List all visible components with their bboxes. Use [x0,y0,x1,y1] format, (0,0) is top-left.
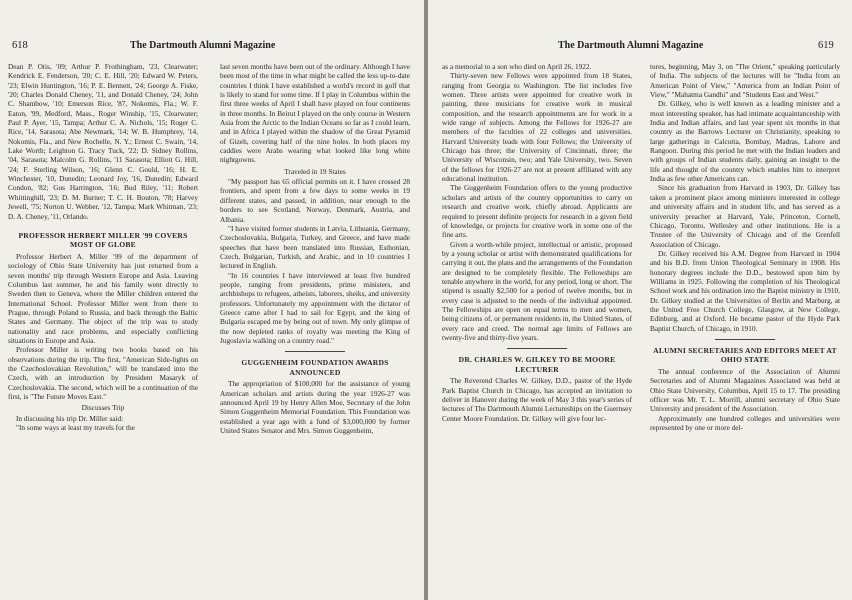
gilkey-lectures-paragraph: tures, beginning, May 3, on "The Orient," speaking particularly of India. The subjects of the lectures will be "India from an American Point of View," "America from an Indian Point of View," "Mahatma Gandhi" and "Students East and West." [650,62,840,100]
right-column-1 [442,62,632,423]
gilkey-india-paragraph: Dr. Gilkey, who is well known as a leading minister and a most interesting speaker, has had intimate acquaintanceship with India and Indian affairs, and last year spent six months in that country as the Barrows Lecturer on Christianity, speaking to large gatherings in Calcutta, Bombay, Madras, Lahore and Rangoon. During this period he met with the Indian leaders and with groups of Indian students daily, gaining an insight to the life and thought of the country which enables him to interpret India as few other Americans can. [650,99,840,184]
gilkey-harvard-paragraph: Since his graduation from Harvard in 1903, Dr. Gilkey has taken a prominent place among ministers interested in college and university affairs and in student life, and has served as a university preacher at Harvard, Yale, Princeton, Cornell, Chicago, Toronto, Wellesley and other institutions. He is a Trustee of the University of Chicago and of the Grenfell Association of Chicago. [650,183,840,249]
discusses-trip-subheading: Discusses Trip [81,403,125,413]
guggenheim-offers-paragraph: The Guggenheim Foundation offers to the young productive scholars and artists of the country opportunities to carry on research and creative work, chiefly abroad. Applicants are required to present definite projects for research in a given field of knowledge, or projects for creative work in some one of the fine arts. [442,183,632,240]
guggenheim-heading: GUGGENHEIM FOUNDATION AWARDS ANNOUNCED [241,358,389,377]
miller-paragraph-1: Professor Herbert A. Miller '99 of the department of sociology of Ohio State University has just returned from a seven months' trip through Western Europe and Asia. Leaving Columbus last summer, he and his family went directly to Sweden then to Geneva, where the Miller children entered the International School. Professor Miller went from there to Prague, through Poland to Russia, and back through the Baltic States and Germany. The object of the trip was to study nationality and race problems, and especially conflicting situations in Europe and Asia. [8,251,198,345]
section-divider [715,339,775,340]
left-page-header: The Dartmouth Alumni Magazine [130,40,276,51]
conference-paragraph: The annual conference of the Association of Alumni Secretaries and of Alumni Magazines Associated was held at Ohio State University, Columbus, April 15 to 17. The presiding officer was Mr. T. L. Morrill, alumni secretary of Ohio State University and president of the Association. [650,366,840,414]
gilkey-paragraph-1: The Reverend Charles W. Gilkey, D.D., pastor of the Hyde Park Baptist Church in Chicago, has accepted an invitation to deliver in Hanover during the week of May 3 this year's series of lectures of The Dartmouth Alumni Lectureships on the Guernsey Center Moore Foundation. Dr. Gilkey will give four lec- [442,376,632,423]
right-page-number: 619 [818,40,834,51]
miller-continued-paragraph: last seven months have been out of the ordinary. Although I have been most of the time in what might be called the less up-to-date countries I think I have established a world's record in golf that is likely to stand for some time. If I play in Columbus within the first three weeks of April I shall have played on four continents in three months. In Beirut I played on the only course in Western Asia from the Arctic to the Indian Oceans so far as I could learn, and in Africa I played within the shadow of the Great Pyramid of Gizeh, covering half of the nine holes. In both places my caddies were Arabs wearing what looked like long white nightgowns. [220,62,410,165]
guggenheim-paragraph-1: The appropriation of $100,000 for the assistance of young American scholars and artists during the year 1926-27 was announced April 19 by Henry Allen Moe, Secretary of the John Simon Guggenheim Memorial Foundation. This Foundation was established a year ago with a fund of $3,000,000 by former United States Senator and Mrs. Simon Guggenheim, [220,379,410,436]
guggenheim-fellows-paragraph: Thirty-seven new Fellows were appointed from 18 States, ranging from Georgia to Washington. The list includes five women. Three artists were appointed for creative work in painting, three musicians for creative work in musical composition, and the research appointments are for work in a wide range of subjects. Among the Fellows for 1926-27 are members of the faculties of 22 colleges and universities. Harvard University leads with four Fellows; the University of Chicago has three; the University of Cincinnati, three; the University of Wisconsin, two; and Yale University, two. Seven of the fellows for 1926-27 are not at present affiliated with any educational institution. [442,71,632,184]
colleges-paragraph: Approximately one hundred colleges and universities were represented by one or more del- [650,413,840,433]
left-column-1 [8,62,198,432]
alumni-secretaries-heading: ALUMNI SECRETARIES AND EDITORS MEET AT OHIO STATE [653,345,837,365]
left-page [0,0,424,600]
miller-passport-paragraph: "My passport has 65 official permits on it. I have crossed 28 frontiers, and spent from a few days to some weeks in 19 different states, and passed, in addition, near enough to the borders to see Scotland, Norway, Denmark, Austria, and Albania. [220,177,410,224]
left-page-number: 618 [12,40,28,51]
alumni-list-paragraph: Dean P. Otis, '09; Arthur P. Frothingham, '23, Clearwater; Kendrick E. Fenderson, '20; C. E. Hill, '20; Edward W. Peters, '23; Elwin Huntington, '16; P. E. Bennett, '24; George A. Fiske, '20; Charles Donald Cheney, '11, and Donald Cheney, '24; John C. Shambow, '10; Emerson Rice, '87, Nokomis, Fla.; W. F. Eaton, '99, Medford, Mass., Roger Winship, '15, Clearwater; Paul P. Ayer, '15, Tampa; Arthur C. A. Nichols, '15; Roger C. Rice, '14, Sarasota; Abe Newmark, '14; W. B. Humphrey, '14, Nokomis, Fla., and New Rochelle, N. Y.; Ernest C. Swain, '14, Lake Worth; Leighton G. Tracy Tuck, '22; D. Sidney Rollins, '04, Sarasota; Malcolm G. Rollins, '11 Sarasota; Elliott G. Hill, '24; F. Sterling Wilson, '16; Glenn C. Gould, '16; H. E. Winchester, '10, Dunedin; Leonard Joy, '16, Dunedin; Edward Condon, '82; Gus Harrington, '16; Bud Riley, '11; Robert Whittinghill, '23; D. M. Burner; T. C. H. Bouton, '78; Harvey Jewell, '75; Norton U. Webber, '12, Tampa; Mark Whitman, '23; D. A. Cheney, '11, Orlando. [8,62,198,221]
right-page [428,0,852,600]
left-column-2 [220,62,410,435]
right-column-2 [650,62,840,432]
section-divider [507,348,567,349]
miller-paragraph-2: Professor Miller is writing two books based on his observations during the trip. The first, "American Side-lights on the Czechoslovakian Revolution," will be translated into the Czech, with an introduction by President Masaryk of Czechoslovakia. The second, which will be a continuation of the first, is "The Future Moves East." [8,345,198,401]
gilkey-heading: DR. CHARLES W. GILKEY TO BE MOORE LECTURER [458,355,616,374]
miller-interviews-paragraph: "In 16 countries I have interviewed at least five hundred people, ranging from presidents, prime ministers, and archbishops to refugees, atheists, laborers, sheiks, and university professors. Unfortunately my appointment with the dictator of Greece came after I had to sail for Egypt, and the king of Bulgaria escaped me by being out of town. My only glimpse of the now depleted ranks of royalty was meeting the King of Jugoslavia walking on a country road." [220,270,410,345]
traveled-subheading: Traveled in 19 States [284,166,346,176]
miller-students-paragraph: "I have visited former students in Latvia, Lithuania, Germany, Czechoslovakia, Bulgaria, Turkey, and Greece, and have made speeches that have been translated into Russian, Esthonian, Czech, Bulgarian, Turkish, and Arabic, and in 10 countries I lectured in English. [220,223,410,271]
miller-article-heading: PROFESSOR HERBERT MILLER '99 COVERS MOST OF GLOBE [18,230,188,250]
right-page-header: The Dartmouth Alumni Magazine [558,40,704,51]
gilkey-degrees-paragraph: Dr. Gilkey received his A.M. Degree from Harvard in 1904 and his B.D. from Union Theological Seminary in 1908. His honorary degrees include the D.D., bestowed upon him by Williams in 1925. Following the completion of his Theological School work and his ordination into the Baptist ministry in 1910, Dr. Gilkey studied at the Universities of Berlin and Marburg, at the United Free Church College, Glasgow, at New College, Edinburg, and at Oxford. He became pastor of the Hyde Park Baptist Church, of Chicago, in 1910. [650,248,840,333]
guggenheim-project-paragraph: Given a worth-while project, intellectual or artistic, proposed by a young scholar or artist with demonstrated qualifications for carrying it out, the plans and the arrangements of the Foundation are designed to be completely flexible. The Fellowships are tenable anywhere in the world, for any period, long or short. The stipend is usually $2,500 for a period of twelve months, but in every case is adjusted to the needs of the individual appointed. The Fellowships are open on equal terms to men and women, being citizens of, or permanent residents in, the United States, of every race and creed. The normal age limits of Fellows are twenty-five and thirty-five years. [442,239,632,342]
miller-paragraph-4: "In some ways at least my travels for the [16,423,135,433]
miller-paragraph-3: In discussing his trip Dr. Miller said: [16,413,124,423]
guggenheim-continued: as a memorial to a son who died on April 26, 1922. [442,62,592,71]
section-divider [285,351,345,352]
